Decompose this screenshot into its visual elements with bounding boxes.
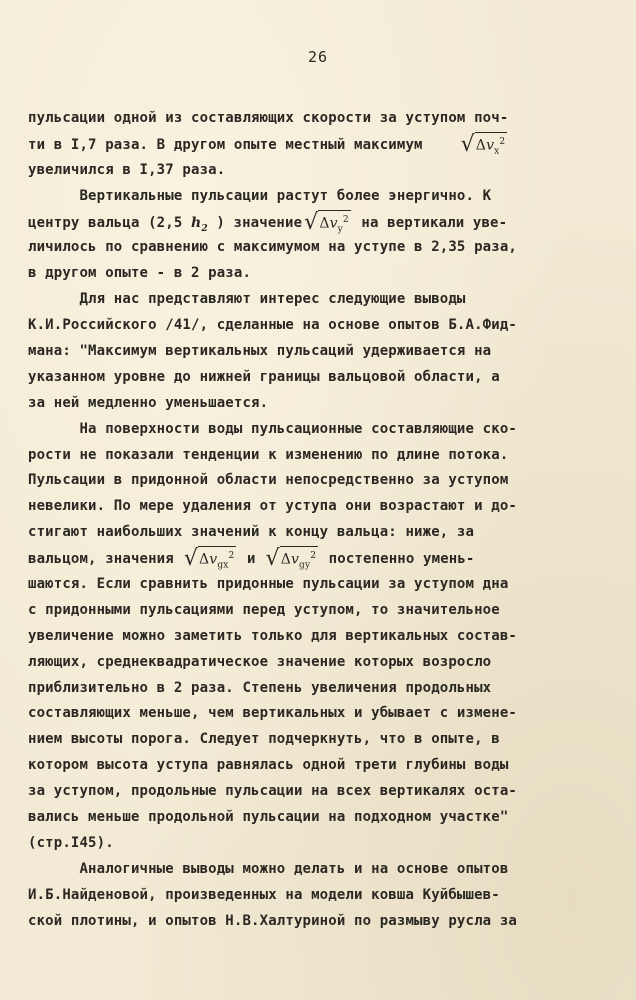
text-line: Пульсации в придонной области непосредственно за уступом bbox=[28, 472, 509, 489]
subscript: x bbox=[494, 146, 500, 157]
velocity-symbol: v bbox=[329, 215, 338, 232]
text-line: мана: "Максимум вертикальных пульсаций удерживается на bbox=[28, 343, 492, 360]
velocity-symbol: v bbox=[290, 551, 300, 568]
text-line: невелики. По мере удаления от уступа они возрастают и до- bbox=[28, 498, 517, 515]
text-line: указанном уровне до нижней границы вальцовой области, а bbox=[28, 368, 500, 385]
delta-symbol: Δ bbox=[475, 137, 487, 154]
subscript: gx bbox=[217, 560, 229, 571]
superscript: 2 bbox=[342, 214, 349, 225]
subscript: y bbox=[337, 224, 343, 235]
text-line-part: вальцом, значения bbox=[28, 551, 174, 568]
delta-symbol: Δ bbox=[280, 551, 291, 568]
text-line: Аналогичные выводы можно делать и на основе опытов bbox=[28, 860, 509, 877]
text-line: за ней медленно уменьшается. bbox=[28, 394, 269, 411]
h-symbol: h bbox=[191, 214, 202, 231]
text-line-part: постепенно умень- bbox=[320, 551, 475, 568]
text-line: личилось по сравнению с максимумом на уступе в 2,35 раза, bbox=[28, 239, 517, 256]
formula-sqrt-delta-vy bbox=[304, 210, 351, 236]
text-line: Вертикальные пульсации растут более энергично. К bbox=[28, 187, 492, 204]
text-line: И.Б.Найденовой, произведенных на модели ковша Куйбышев- bbox=[28, 886, 500, 903]
velocity-symbol: v bbox=[209, 551, 218, 568]
text-line: увеличился в I,37 раза. bbox=[28, 161, 226, 178]
radical-sign: √ bbox=[265, 546, 280, 572]
text-line: составляющих меньше, чем вертикальных и убывает с измене- bbox=[28, 705, 517, 722]
radical-sign: √ bbox=[183, 546, 199, 572]
text-line: за уступом, продольные пульсации на всех вертикалях оста- bbox=[28, 783, 517, 800]
text-line-part: и bbox=[238, 551, 256, 568]
subscript: gy bbox=[299, 560, 311, 571]
superscript: 2 bbox=[228, 551, 235, 562]
text-line: нием высоты порога. Следует подчеркнуть, что в опыте, в bbox=[28, 731, 500, 748]
superscript: 2 bbox=[499, 136, 506, 147]
text-line: ляющих, среднеквадратическое значение которых возросло bbox=[28, 653, 492, 670]
text-line-part: ти в I,7 раза. В другом опыте местный максимум bbox=[28, 137, 423, 154]
text-line: стигают наибольших значений к концу вальца: ниже, за bbox=[28, 524, 475, 541]
text-line: (стр.I45). bbox=[28, 834, 114, 851]
text-line: котором высота уступа равнялась одной трети глубины воды bbox=[28, 757, 509, 774]
text-line: рости не показали тенденции к изменению по длине потока. bbox=[28, 446, 509, 463]
text-line: в другом опыте - в 2 раза. bbox=[28, 265, 252, 282]
text-line bbox=[28, 132, 610, 158]
delta-symbol: Δ bbox=[199, 551, 210, 568]
text-line: Для нас представляют интерес следующие выводы bbox=[28, 291, 466, 308]
text-line: ской плотины, и опытов Н.В.Халтуриной по размыву русла за bbox=[28, 912, 517, 929]
formula-sqrt-delta-vgy bbox=[266, 546, 319, 572]
velocity-symbol: v bbox=[486, 137, 495, 154]
formula-sqrt-delta-vgx bbox=[184, 546, 237, 572]
text-line-part: на вертикали уве- bbox=[352, 214, 508, 231]
text-line bbox=[28, 546, 610, 572]
text-line bbox=[28, 210, 610, 236]
subscript: 2 bbox=[201, 223, 208, 234]
body-text bbox=[28, 106, 610, 935]
text-line: шаются. Если сравнить придонные пульсации за уступом дна bbox=[28, 576, 509, 593]
page-number: 26 bbox=[307, 48, 329, 66]
radical-sign: √ bbox=[460, 132, 475, 158]
text-line-part: ) значение bbox=[207, 214, 303, 231]
text-line: пульсации одной из составляющих скорости за уступом поч- bbox=[28, 110, 509, 126]
text-line-part: центру вальца (2,5 bbox=[28, 214, 183, 231]
text-line: увеличение можно заметить только для вертикальных состав- bbox=[28, 627, 517, 644]
text-line: К.И.Российского /41/, сделанные на основе опытов Б.А.Фид- bbox=[28, 317, 517, 334]
text-line: приблизительно в 2 раза. Степень увеличения продольных bbox=[28, 679, 492, 696]
text-line: На поверхности воды пульсационные составляющие ско- bbox=[28, 420, 517, 437]
formula-sqrt-delta-vx bbox=[461, 132, 508, 158]
delta-symbol: Δ bbox=[319, 215, 330, 232]
text-line: с придонными пульсациями перед уступом, то значительное bbox=[28, 601, 500, 618]
text-line: вались меньше продольной пульсации на подходном участке" bbox=[28, 809, 509, 826]
superscript: 2 bbox=[310, 551, 317, 562]
formula-h2 bbox=[191, 214, 208, 234]
radical-sign: √ bbox=[304, 209, 319, 235]
